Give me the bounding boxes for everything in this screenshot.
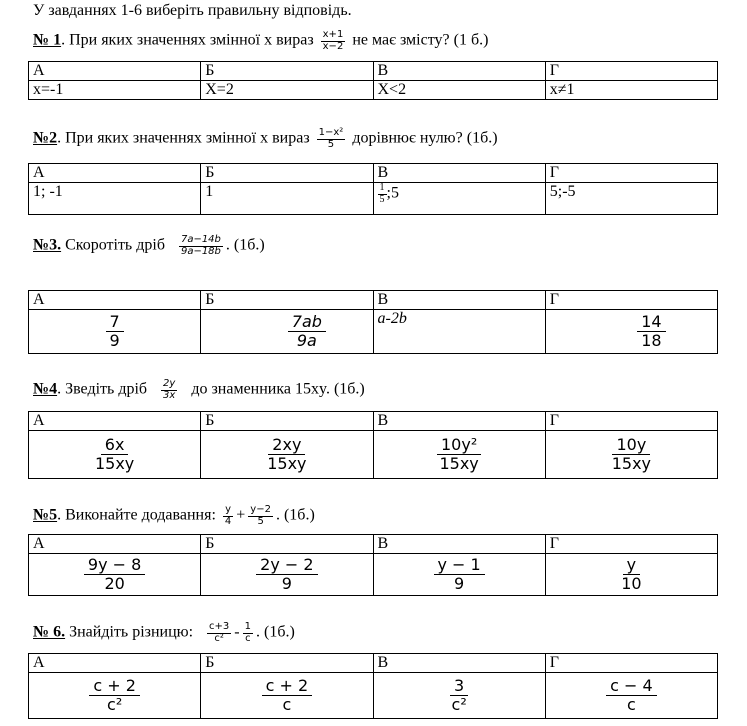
- instructions: У завданнях 1-6 виберіть правильну відповідь.: [33, 2, 352, 19]
- task-6-fraction-2: $\frac{1}{c}$: [244, 621, 251, 644]
- task-6-number: № 6.: [33, 623, 66, 641]
- option-c-label: В: [373, 291, 545, 310]
- option-b-label: Б: [201, 412, 373, 431]
- task-2-fraction: $\frac{\text{1−x²}}{5}$: [318, 127, 344, 150]
- option-d[interactable]: х≠1: [545, 81, 717, 100]
- option-d[interactable]: 5;-5: [545, 183, 717, 215]
- option-c-label: В: [373, 412, 545, 431]
- option-c[interactable]: $\frac{\text{10y²}}{15xy}$: [373, 431, 545, 479]
- task-4-answers: [28, 411, 718, 479]
- task-1-fraction: $\frac{x+1}{x-2}$: [322, 29, 344, 52]
- option-b[interactable]: Х=2: [201, 81, 373, 100]
- task-1-answers: [28, 61, 718, 100]
- option-d[interactable]: $\frac{10y}{15xy}$: [545, 431, 717, 479]
- task-2-number: №2: [33, 129, 58, 147]
- option-b-label: Б: [201, 291, 373, 310]
- option-a-label: А: [29, 535, 201, 554]
- option-d-label: Г: [545, 164, 717, 183]
- task-1-question: № 1. При яких значеннях змінної х вираз $\frac{x+1}{x-2}$ не має змісту? (1 б.): [33, 29, 489, 52]
- option-a[interactable]: $\frac{6x}{15xy}$: [29, 431, 201, 479]
- task-4-fraction: $\frac{2y}{3x}$: [163, 378, 176, 401]
- option-a[interactable]: х=-1: [29, 81, 201, 100]
- task-5-fraction-1: $\frac{y}{4}$: [224, 504, 232, 527]
- option-a-label: А: [29, 164, 201, 183]
- option-a-label: А: [29, 654, 201, 673]
- task-3-answers: [28, 290, 718, 354]
- option-d-label: Г: [545, 535, 717, 554]
- option-c[interactable]: $\frac{y - 1}{9}$: [373, 554, 545, 596]
- option-b[interactable]: 1: [201, 183, 373, 215]
- option-c-label: В: [373, 654, 545, 673]
- option-a[interactable]: $\frac{9y - 8}{20}$: [29, 554, 201, 596]
- task-4-number: №4: [33, 380, 58, 398]
- option-d-label: Г: [545, 412, 717, 431]
- option-b-label: Б: [201, 535, 373, 554]
- task-5-question: №5. Виконайте додавання: $\frac{y}{4}$ + $\frac{y-2}{5}$ . (1б.): [33, 504, 315, 527]
- option-b-label: Б: [201, 654, 373, 673]
- option-d[interactable]: $\frac{c - 4}{c}$: [545, 673, 717, 719]
- option-b[interactable]: $\frac{c + 2}{c}$: [201, 673, 373, 719]
- task-5-answers: [28, 534, 718, 596]
- task-2-question: №2. При яких значеннях змінної х вираз $\frac{\text{1−x²}}{5}$ дорівнює нулю? (1б.): [33, 127, 498, 150]
- option-b[interactable]: $\frac{2y - 2}{9}$: [201, 554, 373, 596]
- option-c[interactable]: $\frac{3}{\text{c²}}$: [373, 673, 545, 719]
- task-4-question: №4. Зведіть дріб $\frac{2y}{3x}$ до знаменника 15xy. (1б.): [33, 378, 365, 401]
- option-d[interactable]: $\frac{y}{10}$: [545, 554, 717, 596]
- option-d-label: Г: [545, 291, 717, 310]
- option-a-label: А: [29, 412, 201, 431]
- task-6-answers: [28, 653, 718, 719]
- option-c-label: В: [373, 62, 545, 81]
- option-b-label: Б: [201, 62, 373, 81]
- option-c-label: В: [373, 164, 545, 183]
- task-6-fraction-1: $\frac{c+3}{\text{c²}}$: [209, 621, 230, 644]
- option-c[interactable]: Х<2: [373, 81, 545, 100]
- option-a-label: А: [29, 291, 201, 310]
- option-d-label: Г: [545, 654, 717, 673]
- task-3-fraction: $\frac{7a-14b}{9a-18b}$: [180, 234, 221, 257]
- task-5-number: №5: [33, 506, 58, 524]
- option-c[interactable]: a-2b: [373, 310, 545, 354]
- task-3-question: №3. Скоротіть дріб $\frac{7a-14b}{9a-18b}$ . (1б.): [33, 234, 265, 257]
- task-3-number: №3.: [33, 236, 62, 254]
- option-b-label: Б: [201, 164, 373, 183]
- option-c[interactable]: $\frac{1}{5}$ ;5: [373, 183, 545, 215]
- task-2-answers: [28, 163, 718, 215]
- option-a[interactable]: $\frac{c + 2}{\text{c²}}$: [29, 673, 201, 719]
- task-6-question: № 6. Знайдіть різницю: $\frac{c+3}{\text{c²}}$ - $\frac{1}{c}$ . (1б.): [33, 621, 295, 644]
- answer-row: [29, 81, 718, 100]
- task-5-fraction-2: $\frac{y-2}{5}$: [250, 504, 271, 527]
- task-1-number: № 1: [33, 31, 62, 49]
- label-row: [29, 62, 718, 81]
- option-a-label: А: [29, 62, 201, 81]
- option-a[interactable]: 1; -1: [29, 183, 201, 215]
- option-d-label: Г: [545, 62, 717, 81]
- option-b[interactable]: $\frac{2xy}{15xy}$: [201, 431, 373, 479]
- option-c-label: В: [373, 535, 545, 554]
- option-b[interactable]: $\frac{7ab}{9a}$: [201, 310, 373, 354]
- option-d[interactable]: $\frac{14}{18}$: [545, 310, 717, 354]
- option-a[interactable]: $\frac{7}{9}$: [29, 310, 201, 354]
